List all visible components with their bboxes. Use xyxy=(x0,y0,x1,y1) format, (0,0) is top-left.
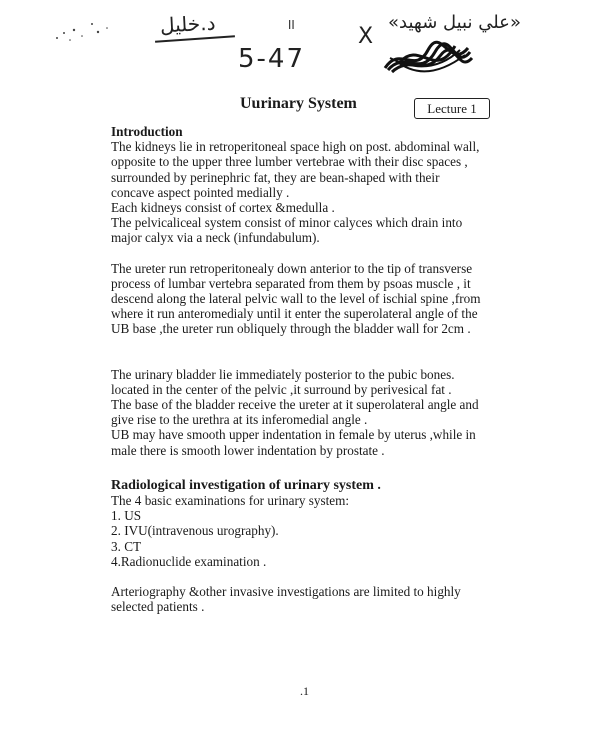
page-number: .1 xyxy=(300,684,309,698)
text-line: The ureter run retroperitonealy down anterior to the tip of transverse xyxy=(111,260,473,276)
text-line: selected patients . xyxy=(111,599,205,615)
exam-list xyxy=(111,508,521,569)
handwritten-x: X xyxy=(358,24,374,49)
text-line: located in the center of the pelvic ,it surround by perivesical fat . xyxy=(111,381,452,397)
handwritten-number: 5-47 xyxy=(238,44,306,74)
text-line: Each kidneys consist of cortex &medulla . xyxy=(111,200,335,216)
list-item: 3. CT xyxy=(111,538,142,554)
document-body xyxy=(111,124,521,614)
text-line: Arteriography &other invasive investigations are limited to highly xyxy=(111,584,461,600)
text-line: The urinary bladder lie immediately posterior to the pubic bones. xyxy=(111,366,455,382)
intro-heading: Introduction xyxy=(111,124,183,139)
paragraph-kidneys xyxy=(111,139,521,245)
handwritten-student-name: «علي نبيل شهيد» xyxy=(388,12,521,33)
text-line: surrounded by perinephric fat, they are bean-shaped with their xyxy=(111,169,440,185)
text-line: give rise to the urethra at its inferomedial angle . xyxy=(111,412,368,428)
text-line: descend along the lateral pelvic wall to the level of ischial spine ,from xyxy=(111,291,481,307)
ink-specks xyxy=(52,18,122,48)
paragraph-ureter xyxy=(111,261,521,337)
list-item: 2. IVU(intravenous urography). xyxy=(111,523,279,539)
text-line: The pelvicaliceal system consist of minor calyces which drain into xyxy=(111,215,463,231)
handwritten-doctor-name: د.خليل xyxy=(159,10,217,38)
text-line: The kidneys lie in retroperitoneal space high on post. abdominal wall, xyxy=(111,139,480,155)
document-title: Uurinary System xyxy=(240,95,357,112)
text-line: UB base ,the ureter run obliquely through the bladder wall for 2cm . xyxy=(111,321,471,337)
closing-paragraph xyxy=(111,584,521,614)
text-line: UB may have smooth upper indentation in female by uterus ,while in xyxy=(111,427,476,443)
section-heading: Radiological investigation of urinary system . xyxy=(111,477,381,493)
text-line: major calyx via a neck (infundabulum). xyxy=(111,230,320,246)
paragraph-bladder xyxy=(111,367,521,458)
list-item: 4.Radionuclide examination . xyxy=(111,553,267,569)
lecture-label: Lecture 1 xyxy=(414,98,490,119)
text-line: male there is smooth lower indentation by prostate . xyxy=(111,442,385,458)
text-line: The base of the bladder receive the ureter at it superolateral angle and xyxy=(111,397,479,413)
exam-intro: The 4 basic examinations for urinary system: xyxy=(111,493,350,509)
text-line: concave aspect pointed medially . xyxy=(111,184,290,200)
text-line: where it run anteromedialy until it enter the superolateral angle of the xyxy=(111,306,478,322)
scribble-mark xyxy=(380,40,475,80)
text-line: process of lumbar vertebra separated from them by psoas muscle , it xyxy=(111,275,471,291)
list-item: 1. US xyxy=(111,508,142,524)
text-line: opposite to the upper three lumber vertebrae with their disc spaces , xyxy=(111,154,468,170)
handwritten-mark: اا xyxy=(288,18,295,32)
